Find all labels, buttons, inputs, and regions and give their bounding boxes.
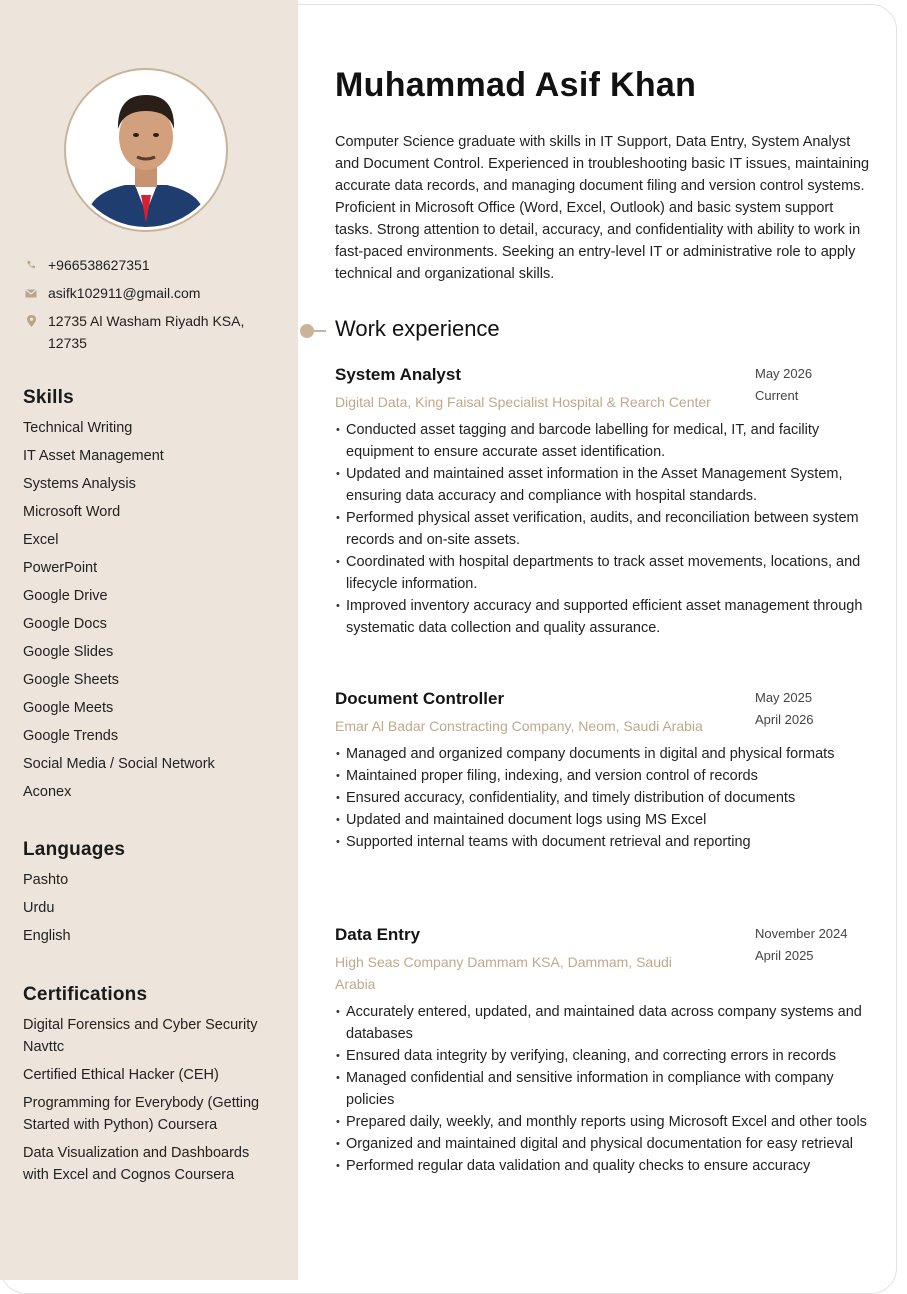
phone-icon [24, 254, 38, 276]
responsibility-item: • Updated and maintained asset information in the Asset Management System, ensuring data accuracy and compliance with hospital standards. [335, 463, 875, 507]
certifications-heading: Certifications [23, 984, 148, 1005]
responsibility-item: • Organized and maintained digital and physical documentation for easy retrieval [335, 1133, 875, 1155]
candidate-name: Muhammad Asif Khan [335, 66, 697, 104]
phone-number: +966538627351 [48, 257, 150, 273]
responsibility-item: • Managed confidential and sensitive information in compliance with company policies [335, 1067, 875, 1111]
responsibility-item: • Ensured data integrity by verifying, cleaning, and correcting errors in records [335, 1045, 875, 1067]
job-end-date: Current [755, 388, 799, 403]
job-responsibilities [335, 1001, 875, 1177]
job-start-date: May 2026 [755, 366, 813, 381]
language-item: English [23, 928, 71, 944]
skill-item: Excel [23, 532, 59, 548]
skill-item: Google Meets [23, 700, 114, 716]
job-title: System Analyst [335, 365, 461, 384]
job-entry [335, 363, 875, 639]
certification-item: Data Visualization and Dashboards with Excel and Cognos Coursera [23, 1145, 250, 1183]
language-item: Pashto [23, 872, 69, 888]
skill-item: Google Docs [23, 616, 107, 632]
certification-item: Digital Forensics and Cyber Security Navttc [23, 1017, 258, 1055]
skills-list [23, 417, 283, 803]
job-start-date: November 2024 [755, 926, 848, 941]
responsibility-item: • Updated and maintained document logs using MS Excel [335, 809, 875, 831]
skill-item: Google Drive [23, 588, 108, 604]
skill-item: Systems Analysis [23, 476, 136, 492]
languages-heading: Languages [23, 839, 126, 860]
job-dates [755, 363, 812, 407]
responsibility-item: • Maintained proper filing, indexing, and version control of records [335, 765, 875, 787]
language-item: Urdu [23, 900, 55, 916]
job-company: Digital Data, King Faisal Specialist Hospital & Rearch Center [335, 394, 711, 410]
skill-item: Google Trends [23, 728, 119, 744]
job-entry [335, 687, 875, 853]
responsibility-item: • Performed regular data validation and quality checks to ensure accuracy [335, 1155, 875, 1177]
job-responsibilities [335, 419, 875, 639]
responsibility-item: • Managed and organized company documents in digital and physical formats [335, 743, 875, 765]
timeline-connector [312, 330, 326, 332]
responsibility-item: • Supported internal teams with document retrieval and reporting [335, 831, 875, 853]
job-start-date: May 2025 [755, 690, 813, 705]
sidebar [0, 0, 298, 1280]
email-address: asifk102911@gmail.com [48, 285, 201, 301]
job-company: High Seas Company Dammam KSA, Dammam, Saudi Arabia [335, 954, 672, 992]
responsibility-item: • Improved inventory accuracy and supported efficient asset management through systematic data collection and quality assurance. [335, 595, 875, 639]
profile-summary: Computer Science graduate with skills in IT Support, Data Entry, System Analyst and Document Control. Experienced in troubleshooting basic IT issues, maintaining accurate data records, and managing document filing and version control systems. Proficient in Microsoft Office (Word, Excel, Outlook) and basic system support tasks. Strong attention to detail, accuracy, and confidentiality with ability to work in fast-paced environments. Seeking an entry-level IT or administrative role to apply technical and organizational skills. [335, 134, 870, 282]
skill-item: Aconex [23, 784, 72, 800]
skill-item: PowerPoint [23, 560, 98, 576]
responsibility-item: • Conducted asset tagging and barcode labelling for medical, IT, and facility equipment to ensure accurate asset identification. [335, 419, 875, 463]
languages-section [23, 839, 283, 953]
job-dates [755, 687, 814, 731]
job-end-date: April 2025 [755, 948, 814, 963]
envelope-icon [24, 282, 38, 304]
job-company: Emar Al Badar Constracting Company, Neom, Saudi Arabia [335, 718, 703, 734]
job-responsibilities [335, 743, 875, 853]
certification-item: Programming for Everybody (Getting Started with Python) Coursera [23, 1095, 260, 1133]
profile-photo-frame [64, 68, 228, 232]
responsibility-item: • Performed physical asset verification, audits, and reconciliation between system records and on-site assets. [335, 507, 875, 551]
job-end-date: April 2026 [755, 712, 814, 727]
contact-email [24, 282, 284, 304]
responsibility-item: • Ensured accuracy, confidentiality, and timely distribution of documents [335, 787, 875, 809]
skill-item: Technical Writing [23, 420, 133, 436]
skill-item: IT Asset Management [23, 448, 164, 464]
address-text: 12735 Al Washam Riyadh KSA, 12735 [48, 313, 245, 351]
job-title: Document Controller [335, 689, 505, 708]
certification-item: Certified Ethical Hacker (CEH) [23, 1067, 219, 1083]
job-entry [335, 923, 875, 1177]
skill-item: Microsoft Word [23, 504, 121, 520]
skills-section [23, 387, 283, 809]
skill-item: Social Media / Social Network [23, 756, 215, 772]
responsibility-item: • Prepared daily, weekly, and monthly reports using Microsoft Excel and other tools [335, 1111, 875, 1133]
responsibility-item: • Accurately entered, updated, and maintained data across company systems and databases [335, 1001, 875, 1045]
certifications-section [23, 984, 273, 1192]
contact-address [24, 310, 284, 354]
work-experience-heading: Work experience [335, 316, 500, 341]
skill-item: Google Sheets [23, 672, 119, 688]
job-title: Data Entry [335, 925, 421, 944]
responsibility-item: • Coordinated with hospital departments to track asset movements, locations, and lifecycle information. [335, 551, 875, 595]
job-dates [755, 923, 848, 967]
skill-item: Google Slides [23, 644, 114, 660]
map-pin-icon [24, 310, 38, 332]
contact-phone [24, 254, 284, 276]
skills-heading: Skills [23, 387, 74, 408]
contact-info [24, 254, 284, 360]
profile-photo [69, 73, 223, 227]
